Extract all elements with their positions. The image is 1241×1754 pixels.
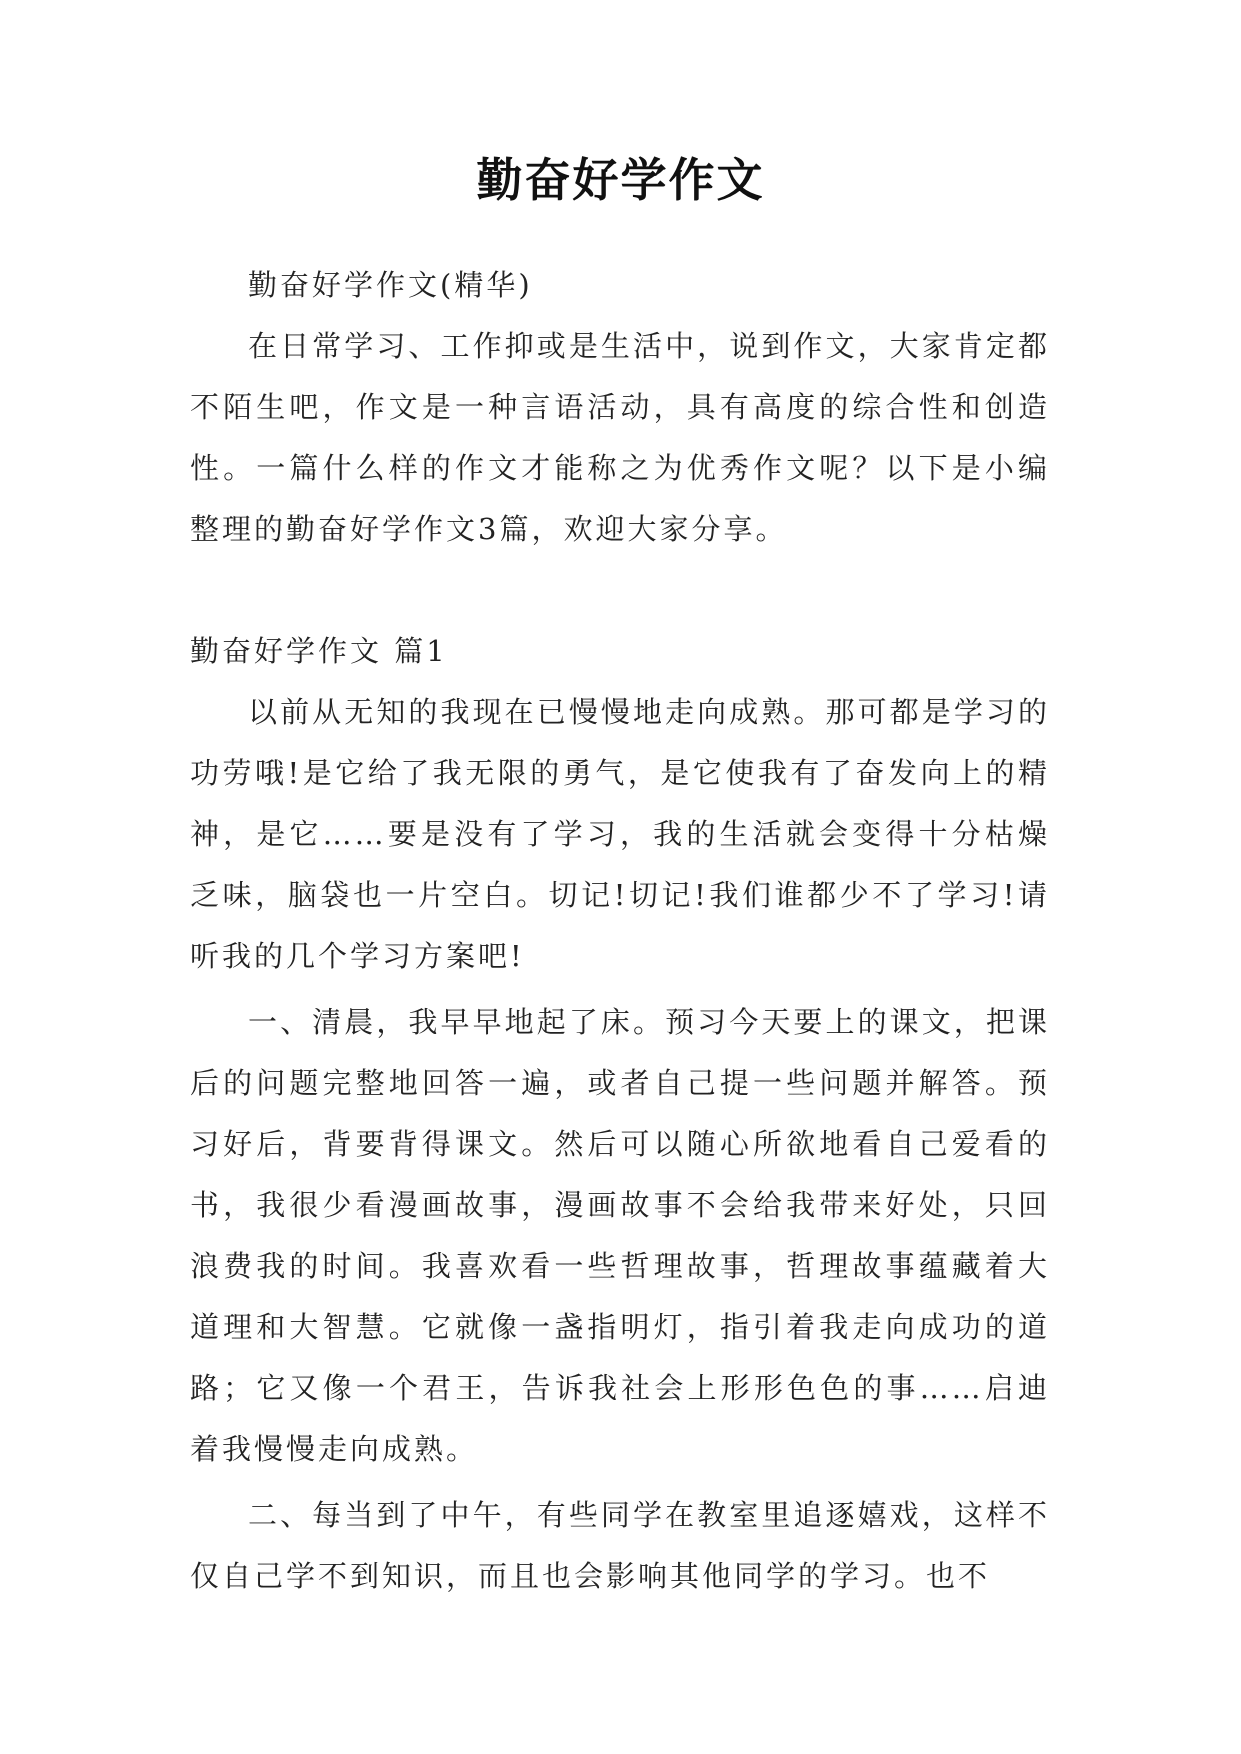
body-paragraph-3: 二、每当到了中午，有些同学在教室里追逐嬉戏，这样不仅自己学不到知识，而且也会影响其他同学的学习。也不: [190, 1498, 1050, 1593]
body-paragraph-1: 以前从无知的我现在已慢慢地走向成熟。那可都是学习的功劳哦!是它给了我无限的勇气，是它使我有了奋发向上的精神，是它……要是没有了学习，我的生活就会变得十分枯燥乏味，脑袋也一片空白。切记!切记!我们谁都少不了学习!请听我的几个学习方案吧!: [190, 695, 1050, 973]
document-subtitle: 勤奋好学作文(精华): [248, 268, 533, 302]
section-heading: 勤奋好学作文 篇1: [190, 634, 448, 668]
body-paragraph-2: 一、清晨，我早早地起了床。预习今天要上的课文，把课后的问题完整地回答一遍，或者自己提一些问题并解答。预习好后，背要背得课文。然后可以随心所欲地看自己爱看的书，我很少看漫画故事，漫画故事不会给我带来好处，只回浪费我的时间。我喜欢看一些哲理故事，哲理故事蕴藏着大道理和大智慧。它就像一盏指明灯，指引着我走向成功的道路；它又像一个君王，告诉我社会上形形色色的事……启迪着我慢慢走向成熟。: [190, 1005, 1050, 1466]
document-body: [190, 255, 1050, 1607]
document-title: 勤奋好学作文: [476, 153, 765, 207]
intro-paragraph: 在日常学习、工作抑或是生活中，说到作文，大家肯定都不陌生吧，作文是一种言语活动，具有高度的综合性和创造性。一篇什么样的作文才能称之为优秀作文呢？以下是小编整理的勤奋好学作文3篇，欢迎大家分享。: [190, 329, 1050, 546]
